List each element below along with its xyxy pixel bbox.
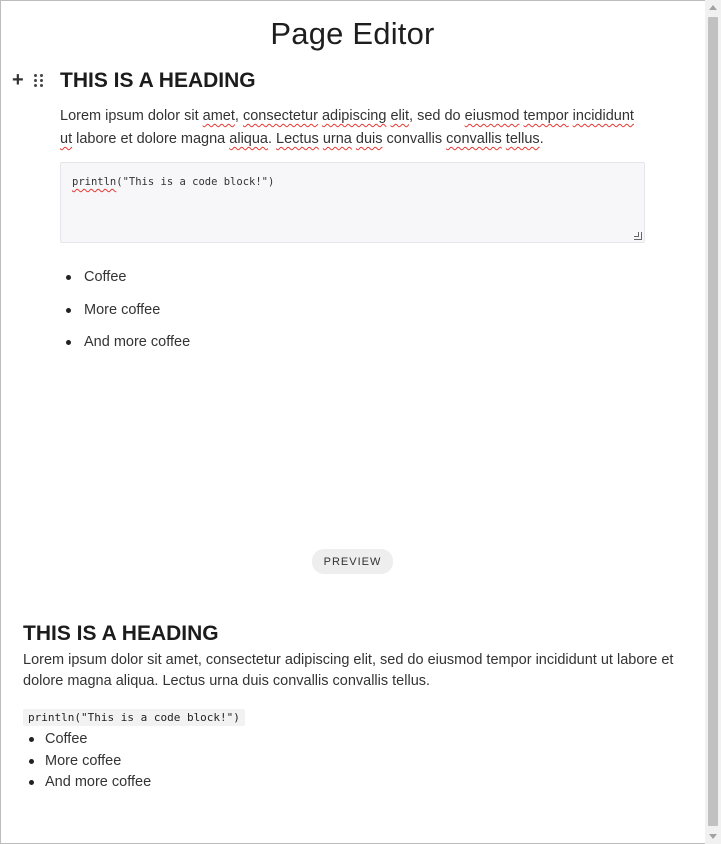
add-block-icon[interactable]: + xyxy=(12,69,24,91)
misspelled-word: urna xyxy=(322,131,352,147)
paragraph-text: , xyxy=(234,108,243,124)
editor-list-item[interactable]: Coffee xyxy=(60,268,190,301)
paragraph-text: . xyxy=(539,131,544,147)
drag-handle-icon[interactable] xyxy=(34,74,43,87)
editor-paragraph-block[interactable] xyxy=(60,105,645,151)
resize-grip-icon[interactable] xyxy=(634,232,642,240)
preview-paragraph: Lorem ipsum dolor sit amet, consectetur adipiscing elit, sed do eiusmod tempor incididunt ut labore et dolore magna aliqua. Lectus urna duis convallis convallis tellus. xyxy=(23,652,674,689)
editor-list-item[interactable]: More coffee xyxy=(60,301,190,334)
misspelled-word: tellus xyxy=(505,131,540,147)
paragraph-text: Lorem ipsum dolor sit xyxy=(60,108,203,124)
preview-list-item: And more coffee xyxy=(23,772,151,794)
editor-heading-block[interactable]: THIS IS A HEADING xyxy=(60,69,256,92)
editor-list-item[interactable]: And more coffee xyxy=(60,333,190,366)
misspelled-word: ut xyxy=(60,131,73,147)
misspelled-word: tempor xyxy=(523,108,569,124)
vertical-scrollbar[interactable] xyxy=(705,0,721,844)
misspelled-word: adipiscing xyxy=(321,108,387,124)
scroll-up-arrow-icon[interactable] xyxy=(709,5,717,10)
preview-heading: THIS IS A HEADING xyxy=(23,622,219,645)
preview-button[interactable]: PREVIEW xyxy=(312,549,393,574)
misspelled-word: incididunt xyxy=(572,108,634,124)
page-title: Page Editor xyxy=(270,16,435,51)
paragraph-text: labore et dolore magna xyxy=(72,131,230,147)
block-controls xyxy=(12,70,43,90)
misspelled-word: Lectus xyxy=(276,131,319,147)
scroll-down-arrow-icon[interactable] xyxy=(709,834,717,839)
preview-list xyxy=(23,729,151,794)
editor-list-block[interactable] xyxy=(60,268,190,366)
misspelled-word: duis xyxy=(355,131,383,147)
misspelled-word: elit xyxy=(390,108,410,124)
editor-code-block[interactable] xyxy=(60,162,645,243)
misspelled-word: convallis xyxy=(446,131,502,147)
misspelled-word: amet xyxy=(202,108,235,124)
preview-list-item: More coffee xyxy=(23,751,151,773)
misspelled-word: consectetur xyxy=(242,108,318,124)
misspelled-word: eiusmod xyxy=(464,108,520,124)
preview-code: println("This is a code block!") xyxy=(23,709,245,726)
paragraph-text: . xyxy=(267,131,277,147)
code-keyword: println xyxy=(72,176,117,188)
paragraph-text: convallis xyxy=(382,131,447,147)
paragraph-text: , sed do xyxy=(409,108,465,124)
misspelled-word: aliqua xyxy=(229,131,268,147)
scrollbar-thumb[interactable] xyxy=(708,17,718,826)
preview-list-item: Coffee xyxy=(23,729,151,751)
code-text: ("This is a code block!") xyxy=(116,176,275,188)
